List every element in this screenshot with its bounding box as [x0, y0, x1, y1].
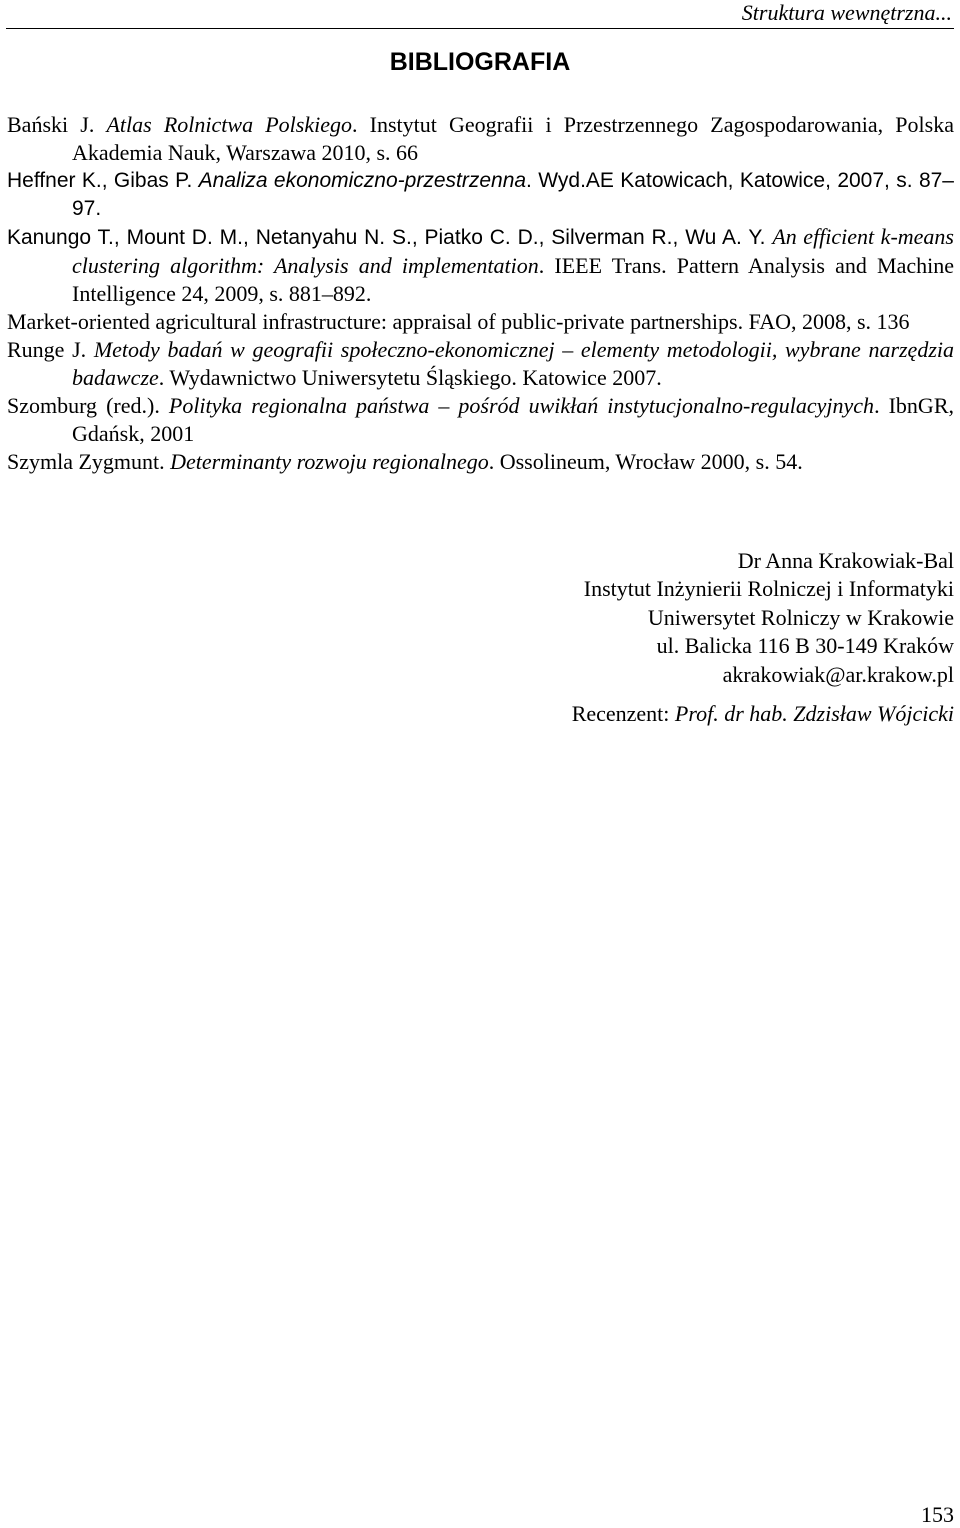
reference-authors: Szomburg (red.).: [7, 393, 169, 418]
reference-details: . IEEE Trans. Pattern Analysis and Machine Intelligence 24, 2009, s. 881–892.: [72, 253, 954, 306]
reference-details: . Wydawnictwo Uniwersytetu Śląskiego. Katowice 2007.: [158, 365, 662, 390]
author-email: akrakowiak@ar.krakow.pl: [722, 661, 954, 687]
author-university: Uniwersytet Rolniczy w Krakowie: [647, 604, 954, 630]
reference-details: . Ossolineum, Wrocław 2000, s. 54.: [488, 449, 803, 474]
reference-title: An efficient k-means clustering algorithm: Analysis and implementation: [72, 224, 954, 278]
page-number: 153: [921, 1502, 954, 1527]
reference-authors: Szymla Zygmunt.: [7, 449, 171, 474]
reference-details: . IbnGR, Gdańsk, 2001: [72, 393, 954, 446]
section-heading: BIBLIOGRAFIA: [389, 48, 571, 76]
reference-details: . Instytut Geografii i Przestrzennego Zagospodarowania, Polska Akademia Nauk, Warszawa 2010, s. 66: [72, 112, 954, 165]
author-address: ul. Balicka 116 B 30-149 Kraków: [656, 633, 954, 659]
reference-item: [7, 111, 954, 167]
reference-authors: Kanungo T., Mount D. M., Netanyahu N. S., Piatko C. D., Silverman R., Wu A. Y.: [7, 226, 773, 249]
running-header: Struktura wewnętrzna...: [741, 0, 952, 25]
reviewer-name: Prof. dr hab. Zdzisław Wójcicki: [674, 701, 954, 726]
reference-details: Market-oriented agricultural infrastructure: appraisal of public-private partnerships. FAO, 2008, s. 136: [7, 309, 910, 334]
reference-list: [7, 111, 954, 476]
reference-authors: Bański J.: [7, 112, 107, 137]
reference-title: Polityka regionalna państwa – pośród uwikłań instytucjonalno-regulacyjnych: [168, 393, 875, 418]
header-rule: [6, 28, 954, 29]
reference-details: . Wyd.AE Katowicach, Katowice, 2007, s. 87–97.: [72, 169, 954, 220]
reference-title: Determinanty rozwoju regionalnego: [170, 449, 489, 474]
author-block: [584, 547, 954, 689]
reference-item: [7, 336, 954, 392]
reviewer-label: Recenzent:: [571, 701, 675, 726]
author-name: Dr Anna Krakowiak-Bal: [737, 548, 954, 573]
reference-item: [7, 223, 954, 308]
reference-title: Metody badań w geografii społeczno-ekonomicznej – elementy metodologii, wybrane narzędzia badawcze: [72, 337, 954, 390]
reference-title: Atlas Rolnictwa Polskiego: [106, 112, 352, 137]
author-institute: Instytut Inżynierii Rolniczej i Informatyki: [583, 576, 954, 602]
reference-item: [7, 308, 954, 336]
reference-title: Analiza ekonomiczno-przestrzenna: [198, 169, 527, 192]
reference-item: [7, 167, 954, 223]
reference-item: [7, 448, 954, 476]
reference-item: [7, 392, 954, 448]
reviewer-line: [572, 701, 954, 727]
reference-authors: Heffner K., Gibas P.: [7, 169, 199, 192]
reference-authors: Runge J.: [7, 337, 94, 362]
